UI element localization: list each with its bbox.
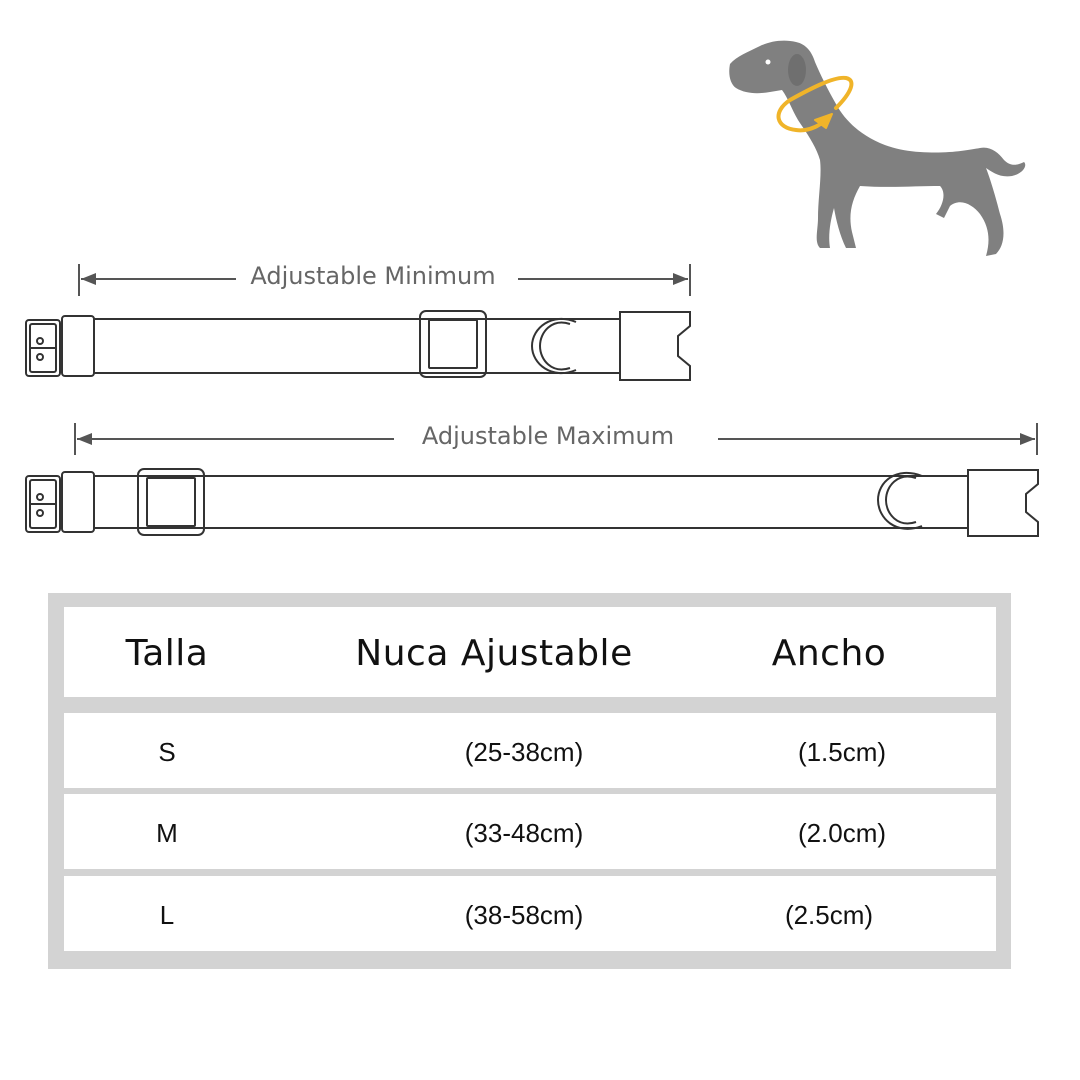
dog-silhouette-icon (729, 41, 1025, 256)
size-cell: L (159, 900, 175, 930)
neck-cell: (25-38cm) (464, 737, 584, 767)
size-cell: S (158, 737, 176, 767)
neck-cell: (33-48cm) (464, 818, 584, 848)
table-row (64, 876, 996, 951)
table-header-row (64, 607, 996, 697)
collar-maximum (26, 469, 1038, 536)
width-cell: (1.5cm) (797, 737, 887, 767)
width-cell: (2.0cm) (797, 818, 887, 848)
size-cell: M (156, 818, 178, 848)
table-row (64, 713, 996, 788)
header-neck: Nuca Ajustable (355, 633, 633, 674)
width-cell: (2.5cm) (784, 900, 874, 930)
table-row (64, 794, 996, 869)
collar-minimum (26, 311, 690, 380)
min-dimension-label: Adjustable Minimum (250, 262, 496, 290)
size-table (48, 593, 1011, 969)
neck-cell: (38-58cm) (464, 900, 584, 930)
max-dimension-label: Adjustable Maximum (421, 422, 675, 450)
header-width: Ancho (771, 633, 887, 674)
header-size: Talla (125, 633, 209, 674)
